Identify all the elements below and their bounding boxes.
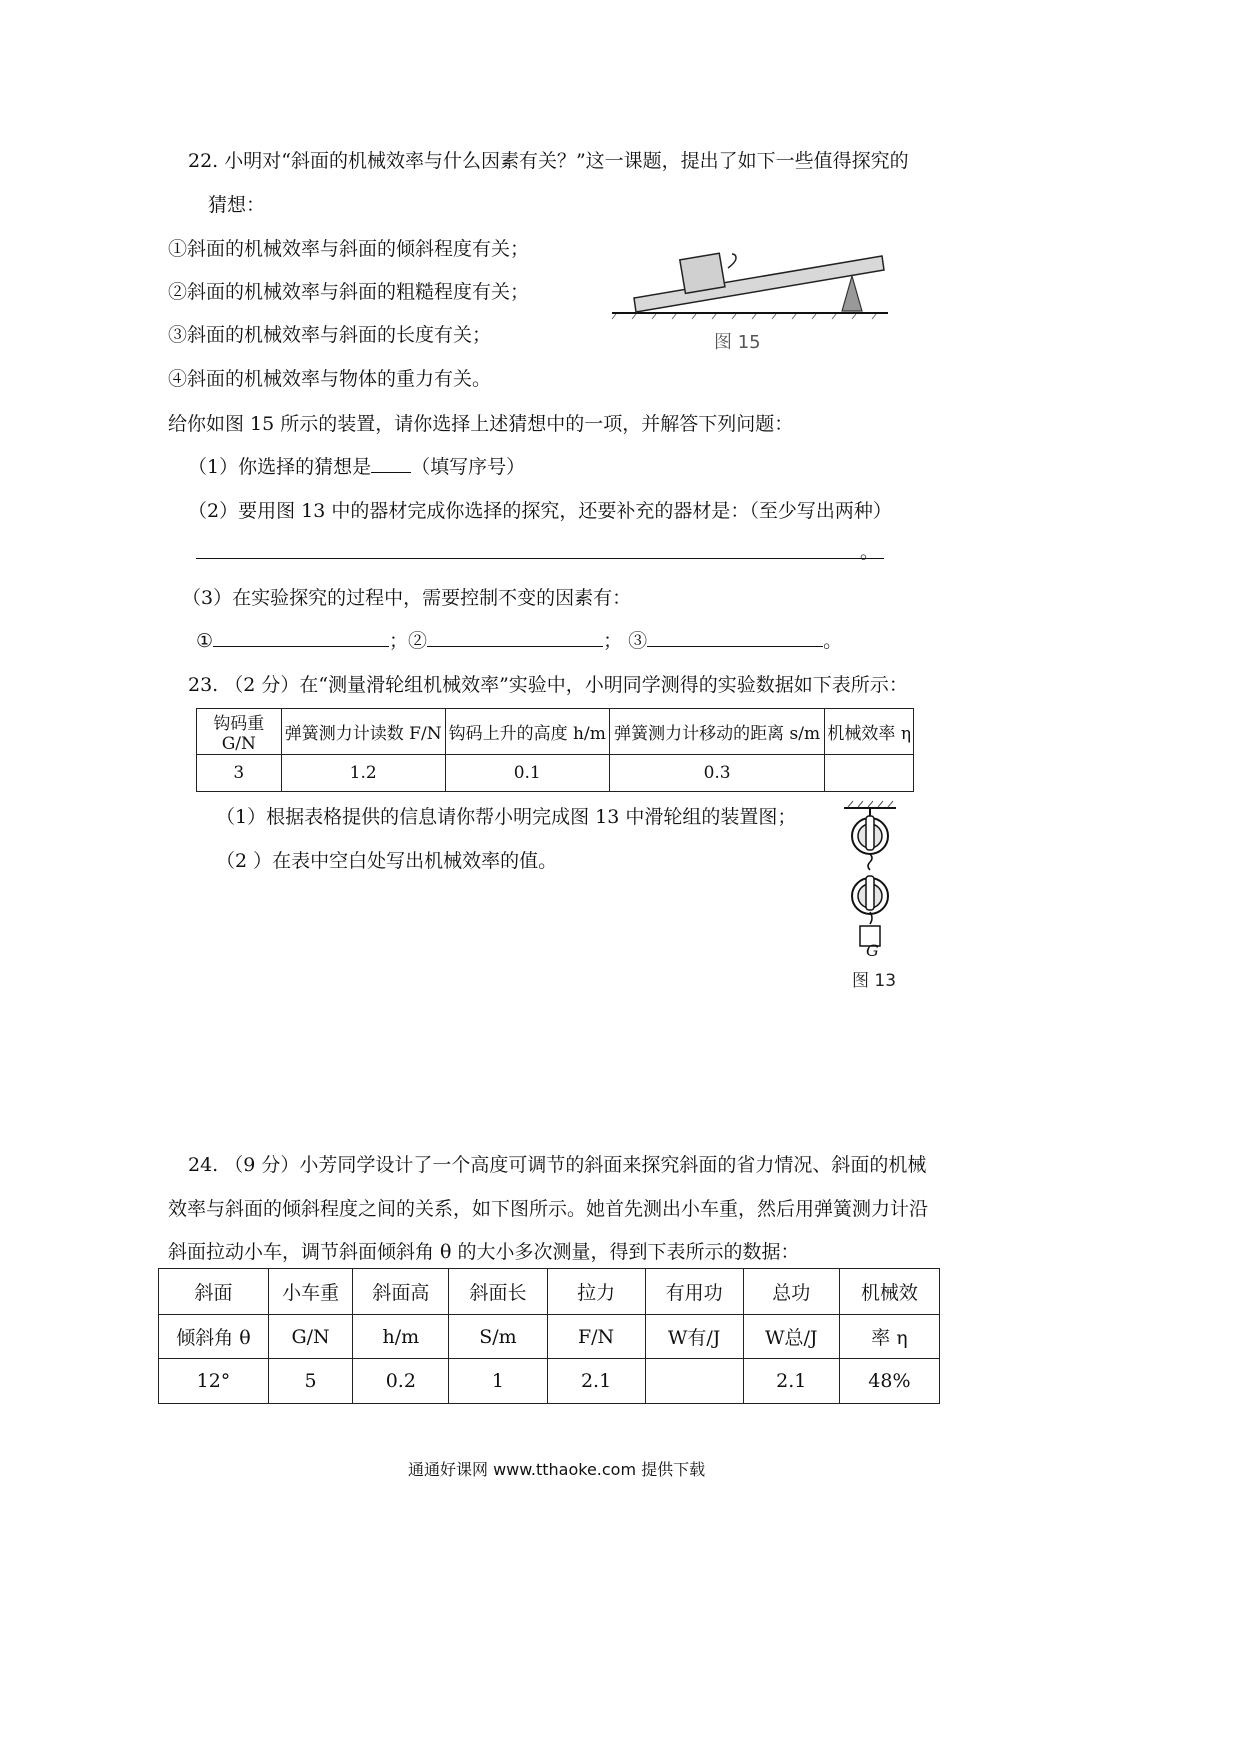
answer-blank-3c[interactable] (647, 626, 823, 647)
q22-part-1 (188, 452, 525, 479)
q23-cell: 0.1 (445, 755, 609, 792)
q22-part-3-blanks (196, 626, 842, 653)
q23-cell: 1.2 (281, 755, 445, 792)
q23-header-cell: 钩码重 G/N (197, 709, 282, 755)
q22-part-2: （2）要用图 13 中的器材完成你选择的探究，还要补充的器材是：（至少写出两种） (188, 500, 892, 522)
answer-blank-3b[interactable] (427, 626, 603, 647)
q22-hypothesis-4: ④斜面的机械效率与物体的重力有关。 (168, 368, 492, 390)
q24-header-cell: W总/J (743, 1315, 839, 1359)
q22-hypothesis-1: ①斜面的机械效率与斜面的倾斜程度有关； (168, 238, 530, 260)
q24-cell: 2.1 (743, 1359, 839, 1404)
q24-table (158, 1268, 940, 1404)
q24-header-cell: G/N (268, 1315, 352, 1359)
q22-title-cont: 猜想： (208, 194, 266, 216)
q24-cell: 2.1 (547, 1359, 645, 1404)
q24-cell: 0.2 (353, 1359, 449, 1404)
answer-blank-3a[interactable] (213, 626, 389, 647)
q23-efficiency-answer-cell[interactable] (825, 755, 914, 792)
q24-line-3: 斜面拉动小车，调节斜面倾斜角 θ 的大小多次测量，得到下表所示的数据： (168, 1241, 800, 1263)
q24-cell: 5 (268, 1359, 352, 1404)
q23-part-2: （2 ）在表中空白处写出机械效率的值。 (216, 850, 558, 872)
q24-header-cell: 机械效 (839, 1269, 939, 1315)
q24-header-cell: 总功 (743, 1269, 839, 1315)
q24-header-cell: 斜面 (159, 1269, 269, 1315)
q24-header-cell: 倾斜角 θ (159, 1315, 269, 1359)
q22-hypothesis-3: ③斜面的机械效率与斜面的长度有关； (168, 324, 492, 346)
q23-title: 23. （2 分）在“测量滑轮组机械效率”实验中，小明同学测得的实验数据如下表所示： (188, 674, 908, 696)
q22-part-1-note: （填写序号） (411, 456, 526, 478)
q22-part-2-end: 。 (860, 541, 880, 563)
table-header-row (159, 1269, 940, 1315)
table-row (159, 1359, 940, 1404)
q24-header-cell: 斜面长 (449, 1269, 547, 1315)
q23-header-cell: 弹簧测力计读数 F/N (281, 709, 445, 755)
q23-header-cell: 机械效率 η (825, 709, 914, 755)
q23-cell: 3 (197, 755, 282, 792)
q22-part-3: （3）在实验探究的过程中，需要控制不变的因素有： (182, 587, 632, 609)
q22-part-1-text: （1）你选择的猜想是 (188, 456, 372, 478)
q24-cell: 12° (159, 1359, 269, 1404)
table-header-row (197, 709, 914, 755)
q24-header-cell: 有用功 (645, 1269, 743, 1315)
q22-hypothesis-2: ②斜面的机械效率与斜面的粗糙程度有关； (168, 281, 530, 303)
q24-header-cell: h/m (353, 1315, 449, 1359)
blank-label-1: ① (196, 630, 214, 652)
blank-label-3: ； ③ (603, 630, 648, 652)
q24-header-cell: 斜面高 (353, 1269, 449, 1315)
q24-header-cell: 率 η (839, 1315, 939, 1359)
q23-cell: 0.3 (609, 755, 825, 792)
q23-part-1: （1）根据表格提供的信息请你帮小明完成图 13 中滑轮组的装置图； (216, 806, 797, 828)
q24-cell: 1 (449, 1359, 547, 1404)
q24-header-cell: S/m (449, 1315, 547, 1359)
answer-line-2[interactable] (196, 538, 884, 559)
q24-cell: 48% (839, 1359, 939, 1404)
q23-header-cell: 弹簧测力计移动的距离 s/m (609, 709, 825, 755)
q24-header-cell: F/N (547, 1315, 645, 1359)
q24-line-2: 效率与斜面的倾斜程度之间的关系，如下图所示。她首先测出小车重，然后用弹簧测力计沿 (168, 1198, 929, 1220)
table-header-row (159, 1315, 940, 1359)
q24-line-1: 24. （9 分）小芳同学设计了一个高度可调节的斜面来探究斜面的省力情况、斜面的机械 (188, 1154, 927, 1176)
q23-table (196, 708, 914, 792)
q23-header-cell: 钩码上升的高度 h/m (445, 709, 609, 755)
q24-header-cell: W有/J (645, 1315, 743, 1359)
q24-useful-work-answer-cell[interactable] (645, 1359, 743, 1404)
blank-end: 。 (823, 630, 843, 652)
table-row (197, 755, 914, 792)
blank-label-2: ；② (389, 630, 428, 652)
figure-13-caption: 图 13 (852, 971, 897, 991)
figure-15-caption: 图 15 (714, 332, 761, 353)
q22-title: 22. 小明对“斜面的机械效率与什么因素有关？”这一课题，提出了如下一些值得探究的 (188, 150, 909, 172)
weight-label: G (866, 941, 879, 960)
page-footer: 通通好课网 www.tthaoke.com 提供下载 (408, 1460, 706, 1479)
q24-header-cell: 小车重 (268, 1269, 352, 1315)
q24-header-cell: 拉力 (547, 1269, 645, 1315)
incline-figure (606, 248, 896, 320)
q22-instruction: 给你如图 15 所示的装置，请你选择上述猜想中的一项，并解答下列问题： (168, 413, 794, 435)
answer-blank-1[interactable] (371, 452, 411, 473)
